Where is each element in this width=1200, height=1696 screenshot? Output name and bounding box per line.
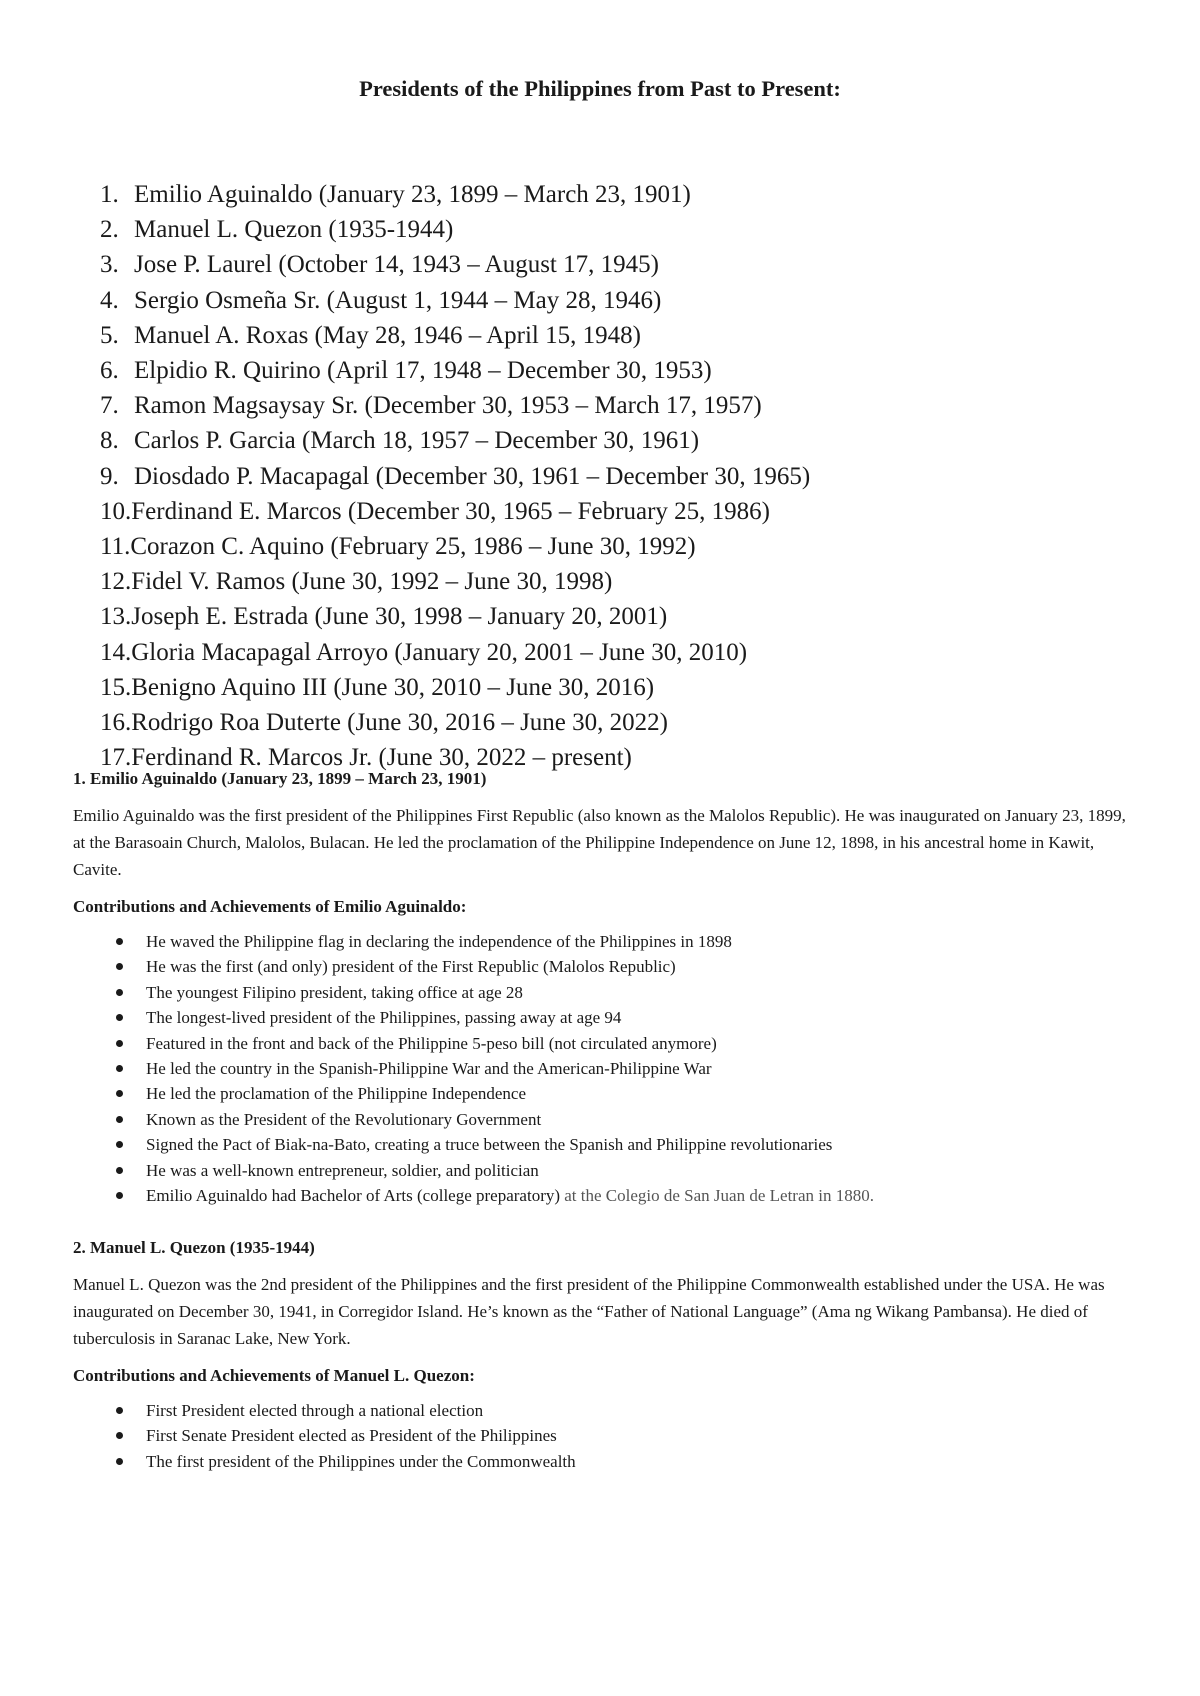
bullet-icon: [116, 1116, 123, 1123]
section-aguinaldo: [73, 767, 1133, 1208]
list-item: [73, 1158, 1133, 1183]
list-item: [73, 929, 1133, 954]
list-item: [73, 1132, 1133, 1157]
quezon-contributions-list: [73, 1398, 1133, 1474]
president-list-item: [100, 247, 810, 282]
section-heading-quezon: 2. Manuel L. Quezon (1935-1944): [73, 1238, 315, 1257]
president-entry: Emilio Aguinaldo (January 23, 1899 – March 23, 1901): [134, 181, 691, 208]
list-item-text-muted: at the Colegio de San Juan de Letran in 1880.: [560, 1186, 874, 1206]
list-item: [73, 1449, 1133, 1474]
list-number: 12.: [100, 568, 132, 596]
list-number: 8.: [100, 427, 119, 455]
list-number: 9.: [100, 462, 119, 490]
bullet-icon: [116, 938, 123, 945]
president-entry: Corazon C. Aquino (February 25, 1986 – June 30, 1992): [130, 533, 696, 561]
list-item: [73, 1081, 1133, 1106]
president-list-item: [100, 564, 810, 599]
list-number: 10.: [100, 497, 132, 525]
president-list-item: [100, 177, 810, 212]
president-list-item: [100, 388, 810, 423]
president-entry: Jose P. Laurel (October 14, 1943 – August 17, 1945): [134, 251, 659, 279]
list-item-text: He waved the Philippine flag in declaring the independence of the Philippines in 1898: [146, 932, 732, 951]
list-item: [73, 954, 1133, 979]
list-number: 3.: [100, 251, 119, 279]
aguinaldo-paragraph: Emilio Aguinaldo was the first president of the Philippines First Republic (also known as the Malolos Republic). He was inaugurated on January 23, 1899, at the Barasoain Church, Malolos, Bulacan. He led the proclamation of the Philippine Independence on June 12, 1898, in his ancestral home in Kawit, Cavite.: [73, 806, 1126, 879]
quezon-contributions-heading: Contributions and Achievements of Manuel L. Quezon:: [73, 1366, 475, 1385]
list-item-text: He led the country in the Spanish-Philippine War and the American-Philippine War: [146, 1059, 712, 1079]
list-item-text: The longest-lived president of the Philippines, passing away at age 94: [146, 1008, 622, 1028]
president-list-item: [100, 423, 810, 458]
aguinaldo-contributions-heading: Contributions and Achievements of Emilio Aguinaldo:: [73, 897, 467, 916]
list-number: 11.: [100, 533, 131, 561]
bullet-icon: [116, 1407, 123, 1414]
president-list-item: [100, 670, 810, 705]
list-number: 13.: [100, 603, 132, 631]
president-list-item: [100, 459, 810, 494]
president-entry: Carlos P. Garcia (March 18, 1957 – December 30, 1961): [134, 427, 700, 455]
list-item-text: He was the first (and only) president of the First Republic (Malolos Republic): [146, 957, 676, 977]
president-list-item: [100, 635, 810, 670]
bullet-icon: [116, 1432, 123, 1439]
list-item: [73, 1107, 1133, 1132]
president-list-item: [100, 494, 810, 529]
list-item: [73, 1031, 1133, 1056]
list-item-text: Emilio Aguinaldo had Bachelor of Arts (college preparatory): [146, 1186, 561, 1206]
president-list-item: [100, 599, 810, 634]
bullet-icon: [116, 989, 123, 996]
list-number: 6.: [100, 357, 119, 385]
president-entry: Joseph E. Estrada (June 30, 1998 – January 20, 2001): [131, 603, 668, 631]
list-item: [73, 980, 1133, 1005]
bullet-icon: [116, 1014, 123, 1021]
bullet-icon: [116, 1141, 123, 1148]
list-item: [73, 1056, 1133, 1081]
list-number: 14.: [100, 638, 132, 666]
list-item: [73, 1398, 1133, 1423]
presidents-list: [100, 177, 810, 775]
list-item-text: Known as the President of the Revolutionary Government: [146, 1109, 542, 1129]
president-entry: Rodrigo Roa Duterte (June 30, 2016 – June 30, 2022): [131, 709, 668, 737]
page-title: Presidents of the Philippines from Past to Present:: [359, 76, 841, 101]
list-item-text: First Senate President elected as President of the Philippines: [146, 1426, 557, 1446]
president-entry: Fidel V. Ramos (June 30, 1992 – June 30, 1998): [131, 568, 613, 596]
list-number: 17.: [100, 744, 132, 772]
list-item-text: Featured in the front and back of the Philippine 5-peso bill (not circulated anymore): [146, 1033, 717, 1053]
bullet-icon: [116, 1040, 123, 1047]
list-item-text: He led the proclamation of the Philippine Independence: [146, 1084, 527, 1104]
list-number: 4.: [100, 286, 119, 314]
president-entry: Diosdado P. Macapagal (December 30, 1961 – December 30, 1965): [134, 462, 811, 490]
president-entry: Manuel L. Quezon (1935-1944): [134, 216, 454, 244]
president-list-item: [100, 705, 810, 740]
list-item-text: The first president of the Philippines under the Commonwealth: [146, 1451, 576, 1471]
president-entry: Manuel A. Roxas (May 28, 1946 – April 15, 1948): [134, 321, 641, 349]
bullet-icon: [116, 963, 123, 970]
bullet-icon: [116, 1458, 123, 1465]
bullet-icon: [116, 1065, 123, 1072]
president-list-item: [100, 212, 810, 247]
president-entry: Ferdinand R. Marcos Jr. (June 30, 2022 – present): [131, 744, 632, 772]
section-quezon: [73, 1236, 1133, 1474]
president-list-item: [100, 529, 810, 564]
list-number: 2.: [100, 216, 119, 244]
list-item-text: First President elected through a national election: [146, 1401, 484, 1420]
list-item-text: Signed the Pact of Biak-na-Bato, creating a truce between the Spanish and Philippine revolutionaries: [146, 1135, 833, 1155]
bullet-icon: [116, 1090, 123, 1097]
list-number: 1.: [100, 181, 119, 208]
list-number: 7.: [100, 392, 119, 420]
list-item: [73, 1183, 1133, 1208]
bullet-icon: [116, 1192, 123, 1199]
section-heading-aguinaldo: 1. Emilio Aguinaldo (January 23, 1899 – March 23, 1901): [73, 769, 487, 788]
quezon-paragraph: Manuel L. Quezon was the 2nd president of the Philippines and the first president of the Philippine Commonwealth established under the USA. He was inaugurated on December 30, 1941, in Corregidor Island. He’s known as the “Father of National Language” (Ama ng Wikang Pambansa). He died of tuberculosis in Saranac Lake, New York.: [73, 1275, 1105, 1348]
president-list-item: [100, 353, 810, 388]
president-entry: Sergio Osmeña Sr. (August 1, 1944 – May 28, 1946): [134, 286, 662, 314]
bullet-icon: [116, 1167, 123, 1174]
list-number: 5.: [100, 321, 119, 349]
aguinaldo-contributions-list: [73, 929, 1133, 1183]
president-entry: Gloria Macapagal Arroyo (January 20, 2001 – June 30, 2010): [131, 638, 748, 666]
president-entry: Elpidio R. Quirino (April 17, 1948 – December 30, 1953): [134, 357, 712, 385]
president-entry: Benigno Aquino III (June 30, 2010 – June 30, 2016): [131, 673, 655, 701]
list-item: [73, 1423, 1133, 1448]
list-item: [73, 1005, 1133, 1030]
list-item-text: The youngest Filipino president, taking office at age 28: [146, 982, 523, 1002]
list-number: 16.: [100, 709, 132, 737]
president-entry: Ramon Magsaysay Sr. (December 30, 1953 – March 17, 1957): [134, 392, 762, 420]
list-number: 15.: [100, 673, 132, 701]
president-entry: Ferdinand E. Marcos (December 30, 1965 – February 25, 1986): [131, 497, 770, 525]
aguinaldo-contributions-list-end: [73, 1183, 1133, 1208]
president-list-item: [100, 318, 810, 353]
president-list-item: [100, 283, 810, 318]
list-item-text: He was a well-known entrepreneur, soldier, and politician: [146, 1160, 539, 1180]
